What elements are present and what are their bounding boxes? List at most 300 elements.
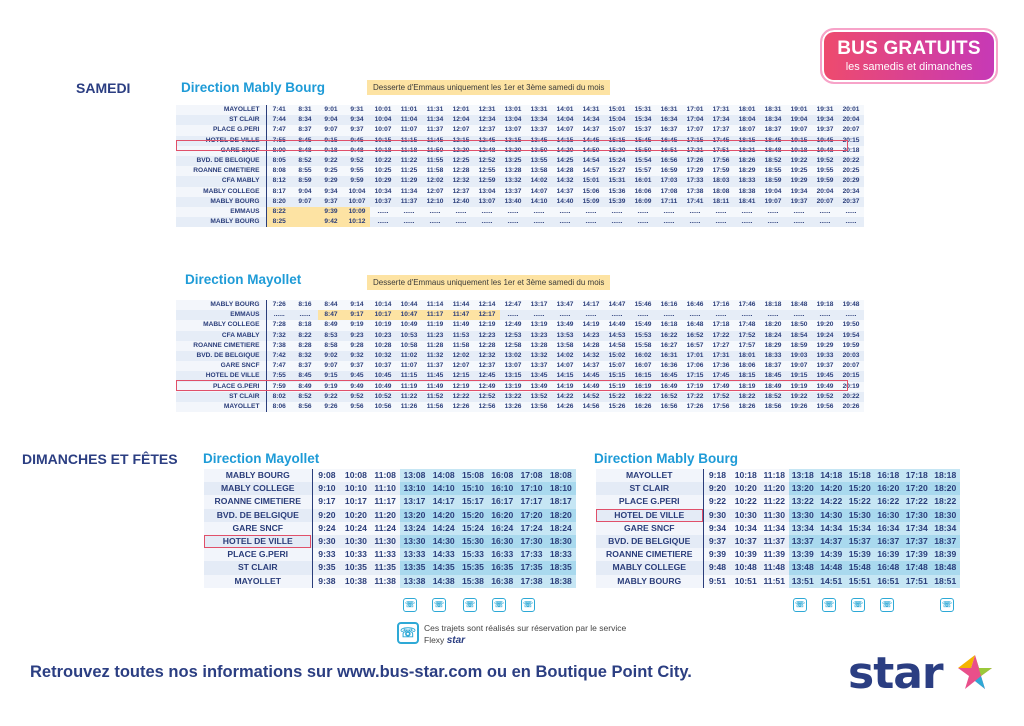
table-row	[596, 495, 960, 508]
time-cell: ......	[708, 207, 734, 217]
time-cell: 11:51	[760, 575, 789, 588]
time-cell: 14:50	[578, 146, 604, 156]
time-cell: ......	[578, 310, 604, 320]
time-cell: 18:22	[931, 495, 960, 508]
time-cell: 16:18	[656, 320, 682, 330]
time-cell: 9:49	[344, 382, 370, 392]
time-cell: 9:30	[703, 509, 732, 522]
time-cell: 8:37	[292, 361, 318, 371]
time-cell: 13:15	[500, 136, 526, 146]
time-cell: 9:37	[344, 125, 370, 135]
time-cell: ......	[760, 310, 786, 320]
star-logo: star	[848, 648, 943, 699]
time-cell: 15:48	[846, 561, 875, 574]
time-cell: 10:29	[370, 176, 396, 186]
time-cell	[292, 217, 318, 227]
time-cell: 16:37	[874, 535, 903, 548]
stop-name: HOTEL DE VILLE	[176, 136, 266, 146]
time-cell: 14:25	[552, 156, 578, 166]
time-cell: 8:52	[292, 156, 318, 166]
table-row	[204, 535, 576, 548]
time-cell: 11:28	[422, 341, 448, 351]
saturday-bourg-note: Desserte d'Emmaus uniquement les 1er et 3ème samedi du mois	[367, 80, 610, 95]
time-cell: 15:35	[458, 561, 487, 574]
time-cell: 17:45	[708, 136, 734, 146]
time-cell: 17:07	[682, 125, 708, 135]
time-cell: 13:08	[400, 469, 429, 482]
stop-name: MABLY BOURG	[176, 300, 266, 310]
flexy-reservation-icon: ☏	[880, 598, 894, 612]
time-cell: 10:34	[732, 522, 761, 535]
time-cell: ......	[552, 207, 578, 217]
time-cell: 16:45	[656, 371, 682, 381]
time-cell: 11:37	[422, 361, 448, 371]
time-cell: 9:17	[344, 310, 370, 320]
time-cell: 11:38	[371, 575, 400, 588]
time-cell: 15:31	[630, 105, 656, 115]
time-cell: 11:47	[448, 310, 474, 320]
time-cell: 19:25	[786, 166, 812, 176]
time-cell: 17:18	[903, 469, 932, 482]
sunday-label: DIMANCHES ET FÊTES	[22, 451, 178, 467]
time-cell: 14:45	[578, 136, 604, 146]
time-cell: 15:49	[630, 320, 656, 330]
time-cell: 14:30	[817, 509, 846, 522]
time-cell: 13:19	[500, 382, 526, 392]
time-cell: 19:37	[812, 361, 838, 371]
time-cell: 15:36	[604, 187, 630, 197]
time-cell: 15:37	[846, 535, 875, 548]
time-cell: 18:59	[786, 341, 812, 351]
time-cell: 7:28	[266, 320, 292, 330]
time-cell: 17:56	[708, 402, 734, 412]
time-cell: 12:01	[448, 105, 474, 115]
time-cell: 20:37	[838, 197, 864, 207]
time-cell: 14:17	[429, 495, 458, 508]
stop-name: MABLY COLLEGE	[596, 561, 703, 574]
time-cell: 14:53	[604, 331, 630, 341]
time-cell: 11:20	[760, 482, 789, 495]
time-cell: 18:38	[734, 187, 760, 197]
time-cell: 15:15	[604, 136, 630, 146]
time-cell: 13:58	[526, 166, 552, 176]
time-cell: 19:07	[786, 125, 812, 135]
time-cell: 18:37	[931, 535, 960, 548]
time-cell: 17:38	[517, 575, 546, 588]
time-cell: 10:04	[370, 115, 396, 125]
time-cell: 17:34	[708, 115, 734, 125]
time-cell: 17:15	[682, 371, 708, 381]
badge-title: BUS GRATUITS	[837, 38, 981, 59]
time-cell: 19:54	[838, 331, 864, 341]
time-cell: 12:26	[448, 402, 474, 412]
time-cell: 16:52	[682, 331, 708, 341]
time-cell: ......	[812, 310, 838, 320]
time-cell: 14:15	[552, 371, 578, 381]
time-cell: 17:08	[656, 187, 682, 197]
time-cell: 17:03	[656, 176, 682, 186]
time-cell: 18:51	[931, 575, 960, 588]
time-cell: 11:45	[422, 136, 448, 146]
stop-name: MAYOLLET	[176, 105, 266, 115]
time-cell: 11:20	[371, 509, 400, 522]
time-cell: 7:26	[266, 300, 292, 310]
time-cell: 8:31	[292, 105, 318, 115]
time-cell: 9:48	[703, 561, 732, 574]
time-cell: 13:26	[500, 402, 526, 412]
table-row	[176, 402, 864, 412]
time-cell: 18:52	[760, 156, 786, 166]
time-cell: 19:45	[812, 136, 838, 146]
time-cell: 13:17	[526, 300, 552, 310]
table-row	[204, 509, 576, 522]
time-cell: 16:46	[682, 300, 708, 310]
time-cell: 16:56	[656, 402, 682, 412]
time-cell: 9:33	[312, 548, 341, 561]
time-cell: 10:53	[396, 331, 422, 341]
time-cell: 15:20	[604, 146, 630, 156]
time-cell: 17:21	[682, 146, 708, 156]
time-cell: 15:37	[630, 125, 656, 135]
time-cell: ......	[578, 217, 604, 227]
time-cell: 14:17	[578, 300, 604, 310]
time-cell: 11:08	[371, 469, 400, 482]
time-cell: 11:53	[448, 331, 474, 341]
time-cell: 10:07	[370, 125, 396, 135]
time-cell: 10:58	[396, 341, 422, 351]
time-cell: 17:18	[708, 320, 734, 330]
time-cell: 9:52	[344, 392, 370, 402]
time-cell: 18:04	[734, 115, 760, 125]
time-cell: 15:04	[604, 115, 630, 125]
flexy-note-brand: star	[446, 635, 466, 646]
time-cell: 17:17	[517, 495, 546, 508]
time-cell: 13:07	[500, 125, 526, 135]
time-cell: ......	[552, 217, 578, 227]
time-cell: 18:34	[760, 115, 786, 125]
time-cell: 13:02	[500, 351, 526, 361]
time-cell: 9:39	[703, 548, 732, 561]
time-cell: 17:30	[903, 509, 932, 522]
time-cell: 11:18	[760, 469, 789, 482]
table-row	[204, 548, 576, 561]
time-cell: 9:23	[344, 331, 370, 341]
time-cell: 17:29	[682, 166, 708, 176]
time-cell: 10:35	[341, 561, 370, 574]
time-cell: 13:53	[552, 331, 578, 341]
time-cell: 12:49	[474, 382, 500, 392]
time-cell: 9:42	[318, 217, 344, 227]
time-cell: 10:32	[370, 351, 396, 361]
time-cell: 12:47	[500, 300, 526, 310]
stop-name: MABLY BOURG	[596, 575, 703, 588]
time-cell: 20:04	[812, 187, 838, 197]
table-row	[176, 310, 864, 320]
time-cell: 8:56	[292, 402, 318, 412]
time-cell: 8:53	[318, 331, 344, 341]
time-cell: 9:22	[703, 495, 732, 508]
time-cell: 14:22	[552, 392, 578, 402]
time-cell: ......	[578, 207, 604, 217]
time-cell: 14:07	[552, 125, 578, 135]
time-cell: 9:07	[318, 125, 344, 135]
stop-name: CFA MABLY	[176, 331, 266, 341]
time-cell: 12:23	[474, 331, 500, 341]
time-cell: 15:50	[630, 146, 656, 156]
time-cell: 15:33	[458, 548, 487, 561]
time-cell: 13:49	[552, 320, 578, 330]
time-cell: 8:22	[292, 331, 318, 341]
time-cell: 11:35	[371, 561, 400, 574]
time-cell: 12:17	[474, 310, 500, 320]
time-cell: 13:49	[526, 382, 552, 392]
time-cell: 11:48	[760, 561, 789, 574]
time-cell: 17:16	[708, 300, 734, 310]
time-cell: 13:38	[400, 575, 429, 588]
time-cell: 17:41	[682, 197, 708, 207]
time-cell: 17:35	[517, 561, 546, 574]
time-cell: 9:56	[344, 402, 370, 412]
time-cell: 8:16	[292, 300, 318, 310]
time-cell: 11:52	[422, 392, 448, 402]
time-cell: 18:29	[734, 166, 760, 176]
time-cell: ......	[656, 207, 682, 217]
time-cell: 18:30	[931, 509, 960, 522]
time-cell: 18:18	[760, 300, 786, 310]
table-row	[176, 300, 864, 310]
time-cell: 16:34	[874, 522, 903, 535]
time-cell: 16:09	[630, 197, 656, 207]
time-cell: 16:27	[656, 341, 682, 351]
time-cell: 12:45	[474, 371, 500, 381]
saturday-label: SAMEDI	[76, 80, 131, 96]
time-cell: ......	[734, 207, 760, 217]
time-cell: 20:29	[838, 176, 864, 186]
time-cell: 19:07	[786, 361, 812, 371]
time-cell: 11:37	[396, 197, 422, 207]
time-cell: 10:37	[370, 361, 396, 371]
time-cell: ......	[630, 310, 656, 320]
time-cell: 16:06	[630, 187, 656, 197]
time-cell: 18:56	[760, 402, 786, 412]
time-cell: 16:31	[656, 105, 682, 115]
stop-name: MAYOLLET	[596, 469, 703, 482]
time-cell: ......	[422, 207, 448, 217]
time-cell: 16:45	[656, 136, 682, 146]
time-cell: ......	[786, 207, 812, 217]
time-cell: 17:37	[708, 125, 734, 135]
time-cell: 17:30	[517, 535, 546, 548]
time-cell: ......	[552, 310, 578, 320]
time-cell: 10:45	[370, 371, 396, 381]
time-cell: 19:33	[812, 351, 838, 361]
time-cell: 8:34	[292, 115, 318, 125]
time-cell: 10:48	[732, 561, 761, 574]
time-cell: 18:17	[546, 495, 575, 508]
time-cell: 19:04	[760, 187, 786, 197]
time-cell: 9:04	[318, 115, 344, 125]
time-cell: 13:22	[500, 392, 526, 402]
time-cell: 18:22	[734, 392, 760, 402]
time-cell: 11:37	[422, 125, 448, 135]
time-cell: 14:02	[526, 176, 552, 186]
time-cell: 17:27	[708, 341, 734, 351]
time-cell: 11:14	[422, 300, 448, 310]
time-cell: ......	[448, 217, 474, 227]
time-cell: 14:56	[578, 402, 604, 412]
table-row	[204, 575, 576, 588]
time-cell: 8:25	[266, 217, 292, 227]
time-cell: 13:07	[500, 361, 526, 371]
stop-name: PLACE G.PERI	[176, 382, 266, 392]
time-cell: 11:34	[422, 115, 448, 125]
time-cell: 9:15	[318, 136, 344, 146]
time-cell: 18:21	[734, 146, 760, 156]
table-row	[176, 382, 864, 392]
table-row	[204, 522, 576, 535]
time-cell: 8:32	[292, 351, 318, 361]
time-cell: 16:57	[682, 341, 708, 351]
time-cell: 10:33	[341, 548, 370, 561]
time-cell: 14:31	[578, 105, 604, 115]
time-cell: 12:28	[448, 166, 474, 176]
time-cell: 15:38	[458, 575, 487, 588]
time-cell: 12:37	[474, 125, 500, 135]
time-cell: ......	[760, 207, 786, 217]
time-cell: 9:31	[344, 105, 370, 115]
time-cell: 19:34	[786, 187, 812, 197]
time-cell: 12:07	[448, 361, 474, 371]
time-cell: 10:15	[370, 136, 396, 146]
time-cell: 8:49	[292, 382, 318, 392]
time-cell: 18:24	[760, 331, 786, 341]
time-cell: ......	[604, 217, 630, 227]
time-cell: 14:37	[578, 361, 604, 371]
saturday-mayollet-note: Desserte d'Emmaus uniquement les 1er et 3ème samedi du mois	[367, 275, 610, 290]
time-cell: 14:39	[817, 548, 846, 561]
time-cell: 10:30	[341, 535, 370, 548]
time-cell: 18:24	[546, 522, 575, 535]
time-cell: 10:49	[370, 382, 396, 392]
time-cell: 18:29	[760, 341, 786, 351]
time-cell: 15:17	[458, 495, 487, 508]
time-cell: 9:38	[312, 575, 341, 588]
time-cell: ......	[812, 207, 838, 217]
time-cell: 15:26	[604, 402, 630, 412]
time-cell: ......	[370, 217, 396, 227]
time-cell: 18:07	[734, 125, 760, 135]
time-cell: 16:19	[630, 382, 656, 392]
stop-name: MABLY COLLEGE	[176, 187, 266, 197]
time-cell: 15:07	[604, 125, 630, 135]
time-cell: ......	[656, 310, 682, 320]
time-cell: 13:24	[400, 522, 429, 535]
stop-name: BVD. DE BELGIQUE	[176, 351, 266, 361]
time-cell: ......	[500, 217, 526, 227]
stop-name: MABLY BOURG	[176, 197, 266, 207]
stop-name: GARE SNCF	[596, 522, 703, 535]
time-cell: 17:22	[682, 392, 708, 402]
time-cell: 13:34	[789, 522, 818, 535]
time-cell: 11:24	[371, 522, 400, 535]
badge-subtitle: les samedis et dimanches	[845, 61, 973, 73]
time-cell: 18:41	[734, 197, 760, 207]
stop-name: BVD. DE BELGIQUE	[596, 535, 703, 548]
time-cell: ......	[760, 217, 786, 227]
table-row	[176, 207, 864, 217]
time-cell: 13:32	[500, 176, 526, 186]
time-cell: 9:48	[344, 146, 370, 156]
time-cell: 7:55	[266, 136, 292, 146]
table-row	[176, 115, 864, 125]
time-cell: 16:30	[874, 509, 903, 522]
time-cell: ......	[838, 217, 864, 227]
stop-name: HOTEL DE VILLE	[176, 371, 266, 381]
time-cell: 11:49	[448, 320, 474, 330]
time-cell: 14:37	[578, 125, 604, 135]
time-cell: ......	[838, 207, 864, 217]
time-cell: 10:25	[370, 166, 396, 176]
time-cell: 17:45	[708, 371, 734, 381]
time-cell: 19:15	[786, 371, 812, 381]
time-cell: 16:56	[656, 156, 682, 166]
time-cell: 13:20	[400, 509, 429, 522]
time-cell: 12:37	[448, 187, 474, 197]
time-cell: 8:18	[292, 320, 318, 330]
stop-name: MAYOLLET	[204, 575, 312, 588]
time-cell: 13:28	[526, 341, 552, 351]
time-cell: 10:38	[341, 575, 370, 588]
time-cell: 20:07	[812, 197, 838, 207]
time-cell: 13:48	[789, 561, 818, 574]
time-cell: 18:20	[760, 320, 786, 330]
time-cell: 13:15	[500, 371, 526, 381]
time-cell: 7:55	[266, 371, 292, 381]
time-cell: 12:07	[448, 125, 474, 135]
time-cell: 13:32	[526, 351, 552, 361]
time-cell: 15:30	[846, 509, 875, 522]
time-cell: 12:55	[474, 166, 500, 176]
time-cell: ......	[682, 217, 708, 227]
flexy-reservation-icon: ☏	[521, 598, 535, 612]
time-cell: 8:28	[292, 341, 318, 351]
time-cell: 13:45	[526, 136, 552, 146]
table-row	[596, 509, 960, 522]
time-cell: 10:18	[370, 146, 396, 156]
time-cell: 18:15	[734, 136, 760, 146]
time-cell: 11:44	[448, 300, 474, 310]
time-cell: 18:49	[760, 382, 786, 392]
table-row	[596, 535, 960, 548]
table-row	[596, 561, 960, 574]
time-cell: 11:19	[396, 382, 422, 392]
time-cell: 20:04	[838, 115, 864, 125]
time-cell: 10:04	[344, 187, 370, 197]
time-cell: 17:33	[682, 176, 708, 186]
time-cell: 15:53	[630, 331, 656, 341]
time-cell: 9:14	[344, 300, 370, 310]
time-cell: 19:03	[786, 351, 812, 361]
time-cell: ......	[734, 217, 760, 227]
time-cell: 9:08	[312, 469, 341, 482]
time-cell: 17:31	[708, 105, 734, 115]
time-cell: 19:24	[812, 331, 838, 341]
time-cell: 9:18	[703, 469, 732, 482]
time-cell: 18:03	[708, 176, 734, 186]
time-cell: 12:22	[448, 392, 474, 402]
time-cell: 13:25	[500, 156, 526, 166]
footer-info: Retrouvez toutes nos informations sur www.bus-star.com ou en Boutique Point City.	[30, 663, 692, 681]
